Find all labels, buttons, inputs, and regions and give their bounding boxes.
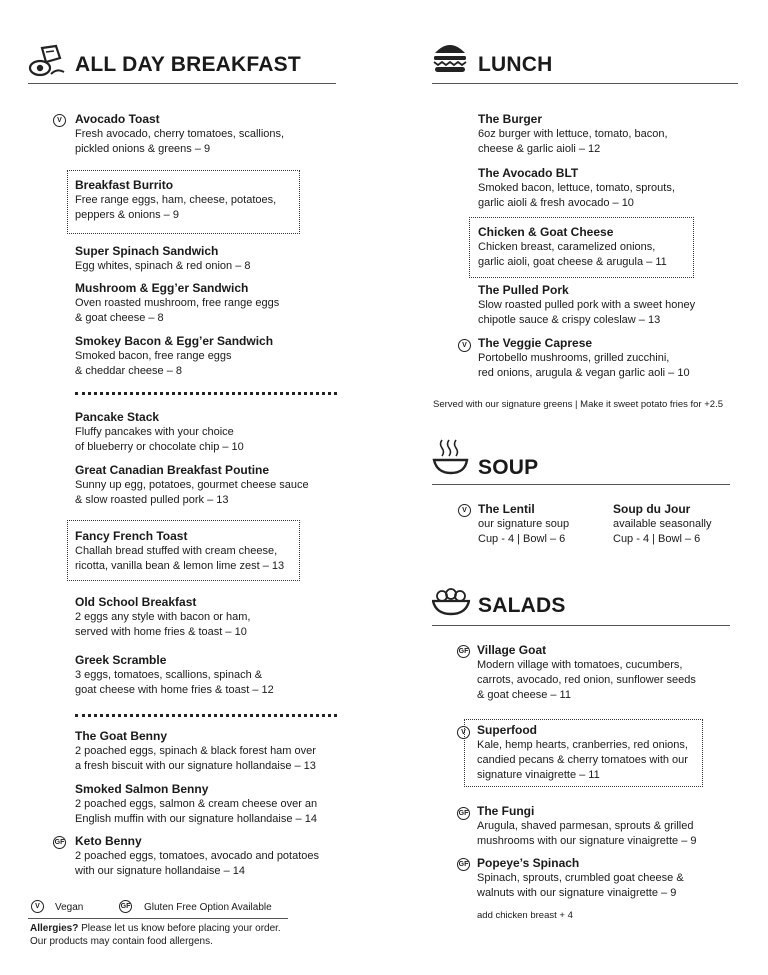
item-desc: 3 eggs, tomatoes, scallions, spinach & goat cheese with home fries & toast – 12: [75, 669, 274, 696]
item-name: The Veggie Caprese: [478, 336, 593, 350]
allergy-line2: Our products may contain food allergens.: [30, 936, 213, 947]
salad-bowl-icon: [430, 588, 472, 616]
item-name: Smoked Salmon Benny: [75, 782, 209, 796]
vegan-badge: V: [53, 114, 66, 127]
item-desc: Chicken breast, caramelized onions, garlic aioli, goat cheese & arugula – 11: [478, 241, 667, 268]
menu-item: [75, 281, 279, 326]
item-name: Great Canadian Breakfast Poutine: [75, 463, 270, 477]
item-desc: Slow roasted pulled pork with a sweet honey chipotle sauce & crispy coleslaw – 13: [478, 299, 696, 326]
gluten-free-badge: GF: [457, 858, 470, 871]
menu-item: [477, 856, 684, 901]
dotted-divider: [75, 392, 337, 395]
item-desc: 2 poached eggs, tomatoes, avocado and potatoes with our signature hollandaise – 14: [75, 850, 320, 877]
burger-icon: [432, 40, 468, 74]
gluten-free-badge: GF: [53, 836, 66, 849]
lunch-title: LUNCH: [478, 53, 553, 76]
item-desc: Arugula, shaved parmesan, sprouts & grilled mushrooms with our signature vinaigrette – 9: [477, 820, 697, 847]
salads-title: SALADS: [478, 594, 566, 617]
item-desc: our signature soup Cup - 4 | Bowl – 6: [478, 518, 570, 545]
item-name: Greek Scramble: [75, 653, 167, 667]
gluten-free-legend-badge: GF: [119, 900, 132, 913]
item-name: Popeye’s Spinach: [477, 856, 580, 870]
menu-item: [75, 334, 273, 379]
menu-item: [75, 112, 284, 157]
allergy-label: Allergies?: [30, 923, 79, 934]
menu-item: [75, 529, 284, 574]
item-desc: Free range eggs, ham, cheese, potatoes, peppers & onions – 9: [75, 194, 277, 221]
item-desc: 2 eggs any style with bacon or ham, served with home fries & toast – 10: [75, 611, 251, 638]
salads-title-rule: [432, 625, 730, 626]
lunch-title-rule: [432, 83, 738, 84]
item-desc: Oven roasted mushroom, free range eggs & goat cheese – 8: [75, 297, 280, 324]
menu-item: [75, 463, 309, 508]
menu-item: [75, 595, 250, 640]
menu-item: [613, 502, 711, 547]
menu-item: [478, 225, 667, 270]
menu-item: [477, 723, 688, 783]
legend-rule: [28, 918, 288, 919]
item-desc: Smoked bacon, free range eggs & cheddar cheese – 8: [75, 350, 232, 377]
allergy-line1: Please let us know before placing your order.: [78, 923, 281, 934]
item-name: Chicken & Goat Cheese: [478, 225, 614, 239]
dotted-divider: [75, 714, 337, 717]
item-desc: Challah bread stuffed with cream cheese, ricotta, vanilla bean & lemon lime zest – 13: [75, 545, 285, 572]
menu-item: [478, 112, 668, 157]
item-desc: available seasonally Cup - 4 | Bowl – 6: [613, 518, 712, 545]
menu-item: [75, 729, 316, 774]
item-desc: Fluffy pancakes with your choice of blueberry or chocolate chip – 10: [75, 426, 244, 453]
item-name: Avocado Toast: [75, 112, 160, 126]
breakfast-title-rule: [28, 83, 336, 84]
menu-item: [478, 502, 569, 547]
menu-item: [75, 653, 274, 698]
breakfast-title: ALL DAY BREAKFAST: [75, 53, 301, 76]
lunch-sides-note: Served with our signature greens | Make it sweet potato fries for +2.5: [433, 399, 723, 410]
menu-item: [75, 178, 276, 223]
menu-item: [75, 834, 319, 879]
menu-item: [478, 283, 695, 328]
vegan-legend-label: Vegan: [55, 902, 84, 913]
item-desc: 2 poached eggs, spinach & black forest ham over a fresh biscuit with our signature hollandaise – 13: [75, 745, 316, 772]
vegan-badge: V: [458, 339, 471, 352]
soup-title: SOUP: [478, 456, 539, 479]
item-desc: Fresh avocado, cherry tomatoes, scallions, pickled onions & greens – 9: [75, 128, 285, 155]
item-name: The Avocado BLT: [478, 166, 579, 180]
item-name: Village Goat: [477, 643, 547, 657]
item-name: The Fungi: [477, 804, 535, 818]
item-desc: Smoked bacon, lettuce, tomato, sprouts, garlic aioli & fresh avocado – 10: [478, 182, 675, 209]
item-name: Mushroom & Egg’er Sandwich: [75, 281, 249, 295]
item-name: Superfood: [477, 723, 537, 737]
breakfast-egg-toast-icon: [28, 44, 68, 78]
item-desc: Spinach, sprouts, crumbled goat cheese & walnuts with our signature vinaigrette – 9: [477, 872, 684, 899]
vegan-badge: V: [458, 504, 471, 517]
item-name: Soup du Jour: [613, 502, 691, 516]
allergy-notice: [30, 922, 281, 948]
menu-item: [75, 410, 244, 455]
menu-item: [75, 244, 251, 274]
soup-bowl-icon: [432, 438, 470, 476]
item-name: Smokey Bacon & Egg’er Sandwich: [75, 334, 274, 348]
menu-item: [478, 336, 690, 381]
item-name: The Goat Benny: [75, 729, 168, 743]
item-name: Breakfast Burrito: [75, 178, 174, 192]
gluten-free-badge: GF: [457, 645, 470, 658]
item-name: Pancake Stack: [75, 410, 160, 424]
item-desc: Kale, hemp hearts, cranberries, red onions, candied pecans & cherry tomatoes with our signature vinaigrette – 11: [477, 739, 688, 781]
item-desc: Modern village with tomatoes, cucumbers, carrots, avocado, red onion, sunflower seeds & goat cheese – 11: [477, 659, 696, 701]
item-desc: Portobello mushrooms, grilled zucchini, red onions, arugula & vegan garlic aoli – 10: [478, 352, 690, 379]
vegan-legend-badge: V: [31, 900, 44, 913]
item-name: Keto Benny: [75, 834, 142, 848]
item-desc: 6oz burger with lettuce, tomato, bacon, cheese & garlic aioli – 12: [478, 128, 668, 155]
item-name: The Pulled Pork: [478, 283, 569, 297]
item-desc: Sunny up egg, potatoes, gourmet cheese sauce & slow roasted pulled pork – 13: [75, 479, 309, 506]
item-name: The Burger: [478, 112, 543, 126]
item-name: Fancy French Toast: [75, 529, 188, 543]
item-name: The Lentil: [478, 502, 535, 516]
item-desc: Egg whites, spinach & red onion – 8: [75, 260, 251, 272]
gluten-free-legend-label: Gluten Free Option Available: [144, 902, 272, 913]
menu-item: [477, 804, 697, 849]
item-desc: 2 poached eggs, salmon & cream cheese over an English muffin with our signature hollandaise – 14: [75, 798, 318, 825]
menu-item: [477, 643, 696, 703]
item-name: Super Spinach Sandwich: [75, 244, 219, 258]
soup-title-rule: [432, 484, 730, 485]
salads-addon-note: add chicken breast + 4: [477, 910, 573, 921]
gluten-free-badge: GF: [457, 807, 470, 820]
item-name: Old School Breakfast: [75, 595, 197, 609]
vegan-badge: V: [457, 726, 470, 739]
menu-item: [75, 782, 317, 827]
menu-item: [478, 166, 675, 211]
